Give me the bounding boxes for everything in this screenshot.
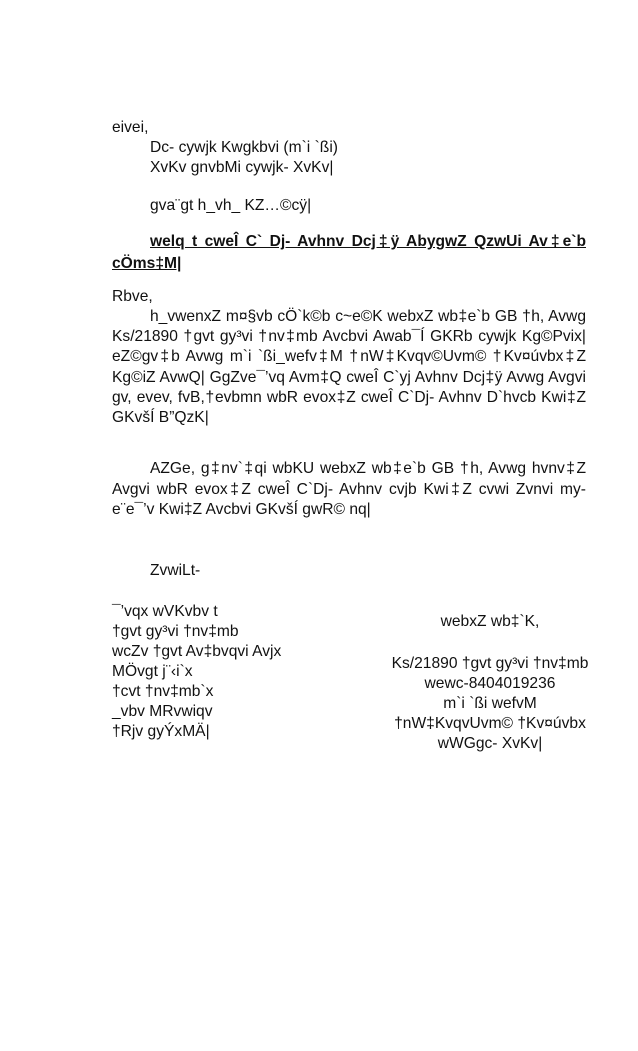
footer-left-line-1: ¯’vqx wVKvbv t [112, 603, 218, 620]
date-label: ZvwiLt- [150, 562, 201, 579]
footer-right-line-6: †nW‡KvqvUvm© †Kv¤úvbx [394, 715, 586, 732]
paragraph-2-text: AZGe, g‡nv`‡qi wbKU webxZ wb‡e`b GB †h, Avwg hvnv‡Z Avgvi wbR evox‡Z cweÎ C`Dj- Avhnv cvjb Kwi‡Z cvwi Zvnvi my- e¨e¯’v Kwi‡Z Avcbvi GKvšÍ gwR© nq| [112, 460, 586, 518]
footer-right-line-3: Ks/21890 †gvt gy³vi †nv‡mb [391, 655, 589, 672]
footer-right-line-4: wewc-8404019236 [424, 675, 556, 692]
footer-left-line-7: †Rjv gyÝxMÄ| [112, 723, 210, 740]
footer-left-line-5: †cvt †nv‡mb`x [112, 683, 214, 700]
footer-right-line-7: wWGgc- XvKv| [437, 735, 543, 752]
greeting: Rbve, [112, 288, 153, 305]
footer-left-line-4: MÖvgt j¨‹i`x [112, 663, 193, 680]
footer-right-line-5: m`i `ßi wefvM [443, 695, 537, 712]
recipient-line-1: Dc- cywjk Kwgkbvi (m`i `ßi) [150, 139, 338, 156]
subject-line [112, 231, 586, 275]
paragraph-1 [112, 307, 586, 428]
footer-left-line-2: †gvt gy³vi †nv‡mb [112, 623, 239, 640]
paragraph-2 [112, 459, 586, 521]
footer-right-line-1: webxZ wb‡`K, [440, 613, 540, 630]
salutation-to: eivei, [112, 119, 149, 136]
footer-left-line-6: _vbv MRvwiqv [112, 703, 213, 720]
recipient-line-2: XvKv gnvbMi cywjk- XvKv| [150, 159, 334, 176]
via-line: gva¨gt h_vh_ KZ…©cÿ| [150, 197, 312, 214]
subject-text: welq t cweÎ C` Dj- Avhnv Dcj‡ÿ AbygwZ QzwUi Av‡e`b cÖms‡M| [112, 233, 586, 272]
footer-left-line-3: wcZv †gvt Av‡bvqvi Avjx [112, 643, 282, 660]
paragraph-1-text: h_vwenxZ m¤§vb cÖ`k©b c~e©K webxZ wb‡e`b GB †h, Avwg Ks/21890 †gvt gy³vi †nv‡mb Avcbvi Awab¯Í GKRb cywjk Kg©Pvix| eZ©gv‡b Avwg m`i `ßi_wefv‡M †nW‡Kvqv©Uvm© †Kv¤úvbx‡Z Kg©iZ AvwQ| GgZve¯’vq Avm‡Q cweÎ C`yj Avhnv Dcj‡ÿ Avwg Avgvi gv, evev, fvB,†evbmn wbR evox‡Z cweÎ C`Dj- Avhnv D`hvcb Kwi‡Z GKvšÍ B”QzK| [112, 308, 586, 427]
